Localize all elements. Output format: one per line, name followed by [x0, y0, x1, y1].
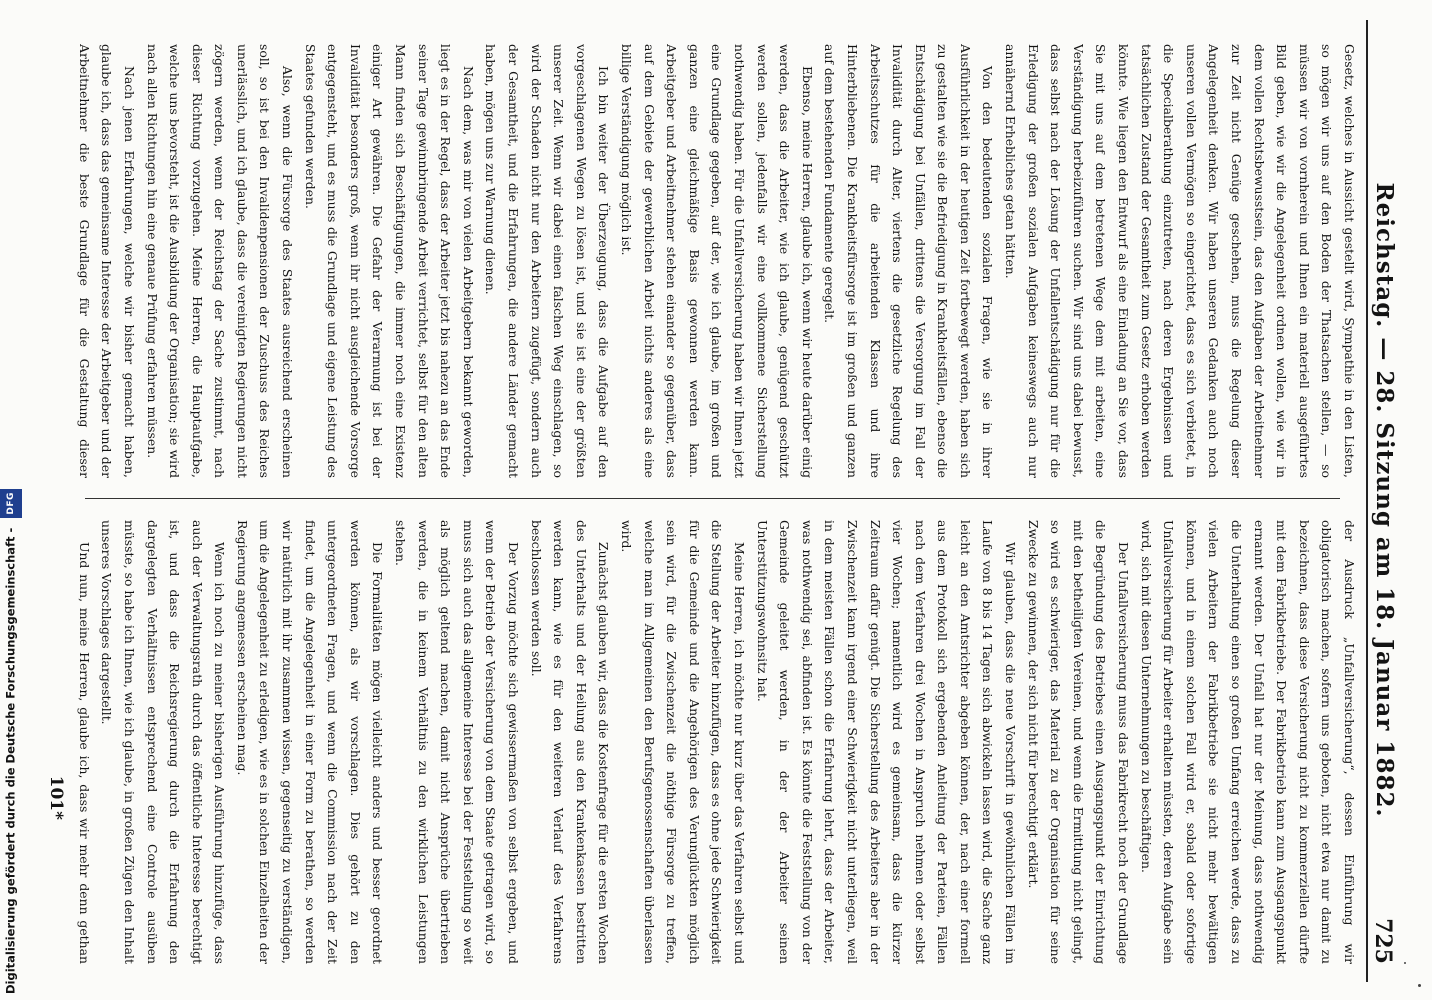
page-header	[1362, 0, 1432, 1000]
paragraph: Von den bedeutenden sozialen Fragen, wie sie in ihrer Ausführlichkeit in der heutigen Zeit fortbewegt werden, haben sich zu gestalten wie sie die Befriedigung in Krankheitsfällen, ebenso die Entschädigung bei Unfällen, drittens die Versorgung im Fall der Invalidität durch Alter, viertens die gesetzliche Regelung des Arbeitsschutzes für die arbeitenden Klassen und ihre Hinterbliebenen. Die Krankheitsfürsorge ist im großen und ganzen auf dem bestehenden Fundamente geregelt.	[822, 44, 996, 478]
paragraph: Gesetz, welches in Aussicht gestellt wird, Sympathie in den Listen, so mögen wir uns auf den Boden der Thatsachen stellen, — so müssen wir von vornherein und Ihnen ein materiell ausgeführtes Bild geben, wie wir die Angelegenheit ordnen wollen, wie wir in dem vollen Rechtsbewusstsein, das den Aufgaben der Arbeitnehmer zur Zeit nicht Genüge geschehen, muss die Regelung dieser Angelegenheit denken. Wir haben unseren Gedanken auch noch unseren vollen Vermögen so eingerichtet, dass es sich verbietet, in die Specialberathung einzutreten, nach deren Ergebnissen und tatsächlichen Zustand der Gesamtheit zum Gesetz erhoben werden könnte. Wie liegen den Entwurf als eine Einladung an Sie vor, dass Sie mit uns auf dem betretenen Wege dem mit arbeiten, eine Verständigung herbeizuführen suchen. Wir sind uns dabei bewusst, dass selbst nach der Lösung der Unfallentschädigung nur für die Erledigung der großen sozialen Aufgaben keineswegs auch nur annähernd Erhebliches getan hätten.	[1003, 44, 1357, 478]
credit-text: Digitalisierung gefördert durch die Deutsche Forschungsgemeinschaft -	[3, 527, 18, 994]
scan-speck	[1404, 962, 1406, 964]
page-number: 725	[1370, 918, 1396, 964]
text-column-right	[74, 520, 1360, 964]
paragraph: Also, wenn die Fürsorge des Staates ausreichend erscheinen soll, so ist bei den Invalidenpensionen der Zuschuss des Reiches unerlässlich, und ich glaube, dass die vereinigten Regierungen nicht zögern werden, wenn der Reichstag der Sache zustimmt, nach dieser Richtung vorzugehen. Meine Herren, die Hauptaufgabe, welche uns bevorsteht, ist die Ausbildung der Organisation; sie wird nach allen Richtungen hin eine genaue Prüfung erfahren müssen.	[144, 44, 296, 478]
scan-speck	[1418, 984, 1421, 987]
column-divider	[85, 498, 1340, 499]
paragraph: Ich bin weiter der Überzeugung, dass die Aufgabe auf den vorgeschlagenen Wegen zu lösen ist, und sie ist eine der größten unserer Zeit. Wenn wir dabei einen falschen Weg einschlagen, so wird der Schaden nicht nur den Arbeitern zugefügt, sondern auch der Gesamtheit, und die Erfahrungen, die andere Länder gemacht haben, mögen uns zur Warnung dienen.	[483, 44, 612, 478]
paragraph: Wir glauben, dass die neue Vorschrift in gewöhnlichen Fällen im Laufe von 8 bis 14 Tagen sich abwickeln lassen wird, die Sache ganz leicht an den Amtsrichter abgeben können, der, nach einer formell aus dem Protokoll sich ergebenden Anleitung der Parteien, Fällen nach dem Verfahren drei Wochen in Anspruch nehmen oder selbst vier Wochen; namentlich wird es gemeinsam, dass die kürzer Zeitraum dafür genügt. Die Sicherstellung des Arbeiters aber in der Zwischenzeit kann irgend einer Schwierigkeit nicht unterliegen, weil in dem meisten Fällen schon die Erfahrung lehrt, dass der Arbeiter, was nothwendig sei, abfinden ist. Es könnte die Feststellung von der Gemeinde geleitet werden, in der der Arbeiter seinen Unterstützungswohnsitz hat.	[754, 520, 1019, 964]
signature-mark: 101*	[46, 775, 66, 820]
header-rule	[1366, 20, 1368, 982]
paragraph: Nach jenen Erfahrungen, welche wir bisher gemacht haben, glaube ich, dass das gemeinsame Interesse der Arbeitgeber und der Arbeitnehmer die beste Grundlage für die Gestaltung dieser	[76, 44, 137, 478]
running-header: Reichstag. — 28. Sitzung am 18. Januar 1882.	[1371, 182, 1398, 818]
paragraph: Der Unfallversicherung muss das Fabrikrecht noch der Grundlage die Begründung des Betriebes einen Ausgangspunkt der Einrichtung mit den betheiligten Vereinen, und wenn die Ermittlung nicht gelingt, so wird es schwieriger, das Material zu der Organisation für seine Zwecke zu gewinnen, der sich nicht für berechtigt erklärt.	[1025, 520, 1132, 964]
paragraph: Nach dem, was mir von vielen Arbeitgebern bekannt geworden, liegt es in der Regel, dass der Arbeiter jetzt bis nahezu an das Ende seiner Tage gewinnbringende Arbeit verrichtet, selbst für den alten Mann finden sich Beschäftigungen, die immer noch eine Existenz einiger Art gewähren. Die Gefahr der Verarmung ist bei der Invalidität besonders groß, wenn ihr nicht ausgleichende Vorsorge entgegensteht, und es muss die Grundlage und eigene Leistung des Staates gefunden werden.	[302, 44, 476, 478]
paragraph: Meine Herren, ich möchte nur kurz über das Verfahren selbst und die Stellung der Arbeiter hinzufügen, dass es ohne jede Schwierigkeit für die Gemeinde und die Angehörigen des Verunglückten möglich sein wird, für die Zwischenzeit die nöthige Fürsorge zu treffen, welche man im Allgemeinen den Berufsgenossenschaften überlassen wird.	[619, 520, 747, 964]
dfg-logo: DFG	[0, 489, 22, 518]
paragraph: Die Formalitäten mögen vielleicht anders und besser geordnet werden können, als wir vorschlagen. Dies gehört zu den untergeordneten Fragen, und wenn die Commission nach der Zeit findet, um die Angelegenheit in einer Form zu berathen, so werden wir natürlich mit ihr zusammen wissen, gegenseitig zu verständigen, um die Angelegenheit zu erledigen, wie es in solchen Einzelheiten der Regierung angemessen erscheinen mag.	[234, 520, 386, 964]
paragraph: Ebenso, meine Herren, glaube ich, wenn wir heute darüber einig werden, dass die Arbeiter, wie ich glaube, genügend geschützt werden sollen, jedenfalls wir eine vollkommene Sicherstellung nothwendig haben. Für die Unfallversicherung haben wir Ihnen jetzt eine Grundlage gegeben, auf der, wie ich glaube, im großen und ganzen eine gleichmäßige Basis gewonnen werden kann. Arbeitgeber und Arbeitnehmer stehen einander so gegenüber, dass auf dem Gebiete der gewerblichen Arbeit nichts anderes als eine billige Verständigung möglich ist.	[619, 44, 815, 478]
text-column-left	[74, 44, 1360, 478]
paragraph: Zunächst glauben wir, dass die Kostenfrage für die ersten Wochen des Unterhalts und der Heilung aus den Krankenkassen bestritten werden kann, wie es für den weiteren Verlauf des Verfahrens beschlossen werden soll.	[528, 520, 612, 964]
paragraph: Der Vorzug möchte sich gewissermaßen von selbst ergeben, und wenn der Betrieb der Versicherung von dem Staate getragen wird, so muss sich auch das allgemeine Interesse bei der Feststellung so weit als möglich geltend machen, damit nicht Ansprüche übertrieben werden, die in keinem Verhältnis zu den wirklichen Leistungen stehen.	[393, 520, 522, 964]
paragraph: der Ausdruck „Unfallversicherung“, dessen Einführung wir obligatorisch machen, sofern uns geboten, nicht etwa nur damit zu bezeichnen, dass diese Versicherung nicht zu kommerziellen dürfte mit dem Fabrikbetriebe. Der Fabrikbetrieb kann zum Ausgangspunkt ernannt werden. Der Unfall hat nur der Meinung, dass nothwendig die Unterhaltung einen so großen Umfang erreichen werde, dass zu vielen Arbeitern der Fabrikbetriebe sie nicht mehr bewältigen können, und in einem solchen Fall wird er, sobald oder sofortige Unfallversicherung für Arbeiter erhalten müssten, deren Aufgabe sein wird, sich mit diesen Unternehmungen zu beschäftigen.	[1138, 520, 1357, 964]
paragraph: Und nun, meine Herren, glaube ich, dass wir mehr denn gethan	[76, 542, 92, 964]
paragraph: Wenn ich noch zu meiner bisherigen Ausführung hinzufüge, dass auch der Verwaltungsrath durch das öffentliche Interesse berechtigt ist, und dass die Reichsregierung durch die Erfahrung den dargelegten Verhältnissen entsprechend eine Controle ausüben müsste, so habe ich Ihnen, wie ich glaube, in großen Zügen den Inhalt unseres Vorschlages dargestellt.	[99, 520, 228, 964]
